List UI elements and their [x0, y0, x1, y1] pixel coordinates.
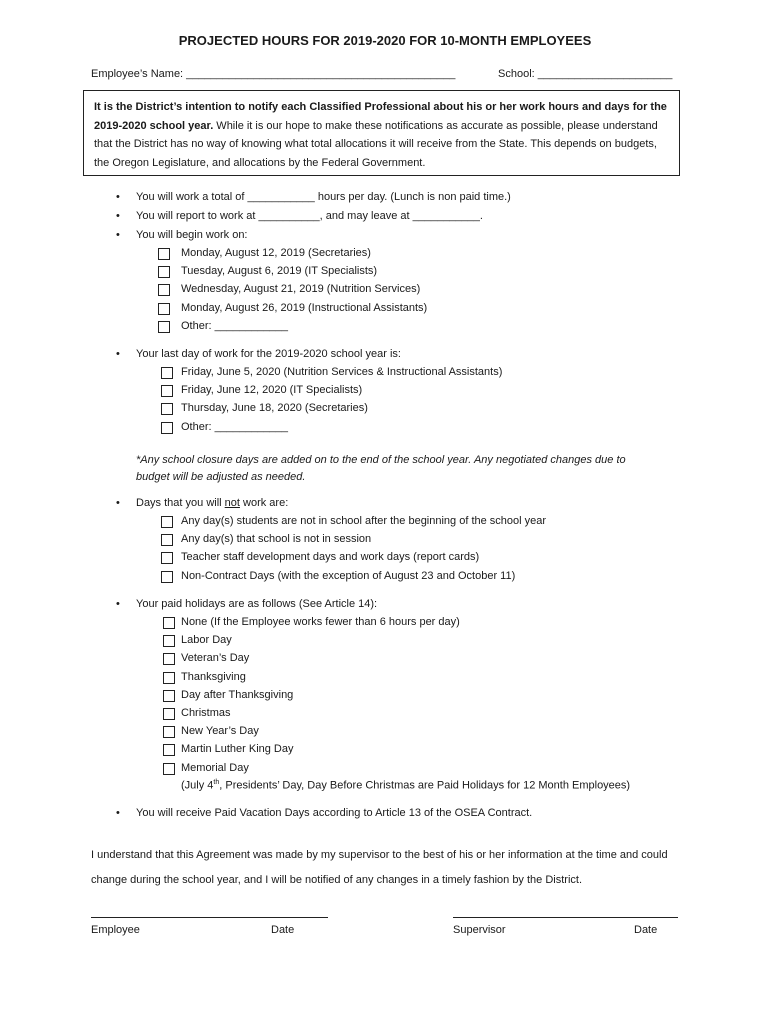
supervisor-date-label: Date — [634, 924, 658, 936]
page-title: PROJECTED HOURS FOR 2019-2020 FOR 10-MONTH EMPLOYEES — [178, 33, 592, 48]
begin-option-label: Monday, August 26, 2019 (Instructional Assistants) — [181, 301, 428, 314]
holiday-option-label: Martin Luther King Day — [181, 743, 294, 756]
holiday-option-label: New Year’s Day — [181, 725, 259, 738]
holiday-option-checkbox[interactable] — [163, 744, 175, 756]
begin-work-heading: You will begin work on: — [136, 229, 248, 241]
vacation-line: You will receive Paid Vacation Days according to Article 13 of the OSEA Contract. — [136, 807, 533, 819]
holiday-option-label: Veteran’s Day — [181, 652, 250, 665]
notice-box — [83, 90, 680, 176]
last-day-option-label: Friday, June 12, 2020 (IT Specialists) — [181, 384, 363, 397]
holiday-option-checkbox[interactable] — [163, 672, 175, 684]
notice-bold-text: It is the District’s intention to notify each Classified Professional about his or her work hours and days for the 2019-2020 school year. — [94, 101, 667, 132]
holiday-footnote: (July 4th, Presidents’ Day, Day Before Christmas are Paid Holidays for 12 Month Employees) — [181, 779, 631, 792]
holiday-option-label: None (If the Employee works fewer than 6 hours per day) — [181, 616, 460, 628]
bullet-icon: • — [116, 210, 120, 222]
holiday-option-checkbox[interactable] — [163, 617, 175, 629]
not-work-option-label: Any day(s) students are not in school after the beginning of the school year — [181, 515, 547, 527]
holiday-option-label: Thanksgiving — [181, 670, 246, 683]
begin-option-label: Monday, August 12, 2019 (Secretaries) — [181, 247, 371, 259]
holiday-option-label: Day after Thanksgiving — [181, 688, 294, 701]
bullet-icon: • — [116, 348, 120, 360]
employee-date-label: Date — [271, 924, 295, 936]
begin-option-checkbox[interactable] — [158, 321, 170, 333]
not-work-option-checkbox[interactable] — [161, 516, 173, 528]
agreement-paragraph: I understand that this Agreement was made by my supervisor to the best of his or her information at the time and could change during the school year, and I will be notified of any changes in a timely fashion by the District. — [91, 849, 668, 886]
holiday-option-checkbox[interactable] — [163, 708, 175, 720]
report-time-line[interactable]: You will report to work at __________, and may leave at ___________. — [136, 210, 483, 222]
begin-option-checkbox[interactable] — [158, 303, 170, 315]
last-day-option-checkbox[interactable] — [161, 385, 173, 397]
last-day-option-checkbox[interactable] — [161, 422, 173, 434]
holiday-option-checkbox[interactable] — [163, 690, 175, 702]
begin-option-checkbox[interactable] — [158, 284, 170, 296]
holiday-option-label: Labor Day — [181, 634, 232, 647]
begin-option-checkbox[interactable] — [158, 248, 170, 260]
notice-text: While it is our hope to make these notifications as accurate as possible, please understand that the District has no way of knowing what total allocations it will receive from the State. This depends on budgets, the Oregon Legislature, and allocations by the Federal Government. — [94, 119, 658, 169]
not-work-option-checkbox[interactable] — [161, 552, 173, 564]
employee-name-field[interactable]: Employee’s Name: ____________________________________________ — [91, 68, 456, 80]
bullet-icon: • — [116, 807, 120, 819]
not-work-option-checkbox[interactable] — [161, 571, 173, 583]
holiday-option-checkbox[interactable] — [163, 763, 175, 775]
holiday-option-checkbox[interactable] — [163, 653, 175, 665]
not-work-option-label: Non-Contract Days (with the exception of August 23 and October 11) — [181, 569, 516, 582]
last-day-option-checkbox[interactable] — [161, 403, 173, 415]
closure-note: *Any school closure days are added on to the end of the school year. Any negotiated changes due to budget will be adjusted as needed. — [136, 454, 626, 483]
employee-signature-line[interactable] — [91, 917, 328, 918]
holiday-option-label: Christmas — [181, 707, 231, 719]
holiday-option-label: Memorial Day — [181, 761, 249, 774]
bullet-icon: • — [116, 598, 120, 610]
last-day-option-label: Other: ____________ — [181, 420, 289, 433]
bullet-icon: • — [116, 191, 120, 203]
begin-option-label: Tuesday, August 6, 2019 (IT Specialists) — [181, 265, 378, 278]
begin-option-label: Other: ____________ — [181, 319, 289, 332]
last-day-option-checkbox[interactable] — [161, 367, 173, 379]
employee-label: Employee — [91, 924, 140, 936]
holiday-option-checkbox[interactable] — [163, 635, 175, 647]
begin-option-checkbox[interactable] — [158, 266, 170, 278]
school-field[interactable]: School: ______________________ — [498, 68, 673, 80]
last-day-option-label: Thursday, June 18, 2020 (Secretaries) — [181, 402, 368, 415]
bullet-icon: • — [116, 497, 120, 509]
supervisor-label: Supervisor — [453, 924, 506, 936]
holiday-option-checkbox[interactable] — [163, 726, 175, 738]
last-day-heading: Your last day of work for the 2019-2020 school year is: — [136, 348, 401, 360]
supervisor-signature-line[interactable] — [453, 917, 678, 918]
begin-option-label: Wednesday, August 21, 2019 (Nutrition Services) — [181, 283, 421, 296]
last-day-option-label: Friday, June 5, 2020 (Nutrition Services & Instructional Assistants) — [181, 366, 503, 378]
not-work-option-checkbox[interactable] — [161, 534, 173, 546]
bullet-icon: • — [116, 229, 120, 241]
not-work-heading: Days that you will not work are: — [136, 497, 289, 509]
hours-per-day-line[interactable]: You will work a total of ___________ hours per day. (Lunch is non paid time.) — [136, 191, 511, 203]
not-work-option-label: Any day(s) that school is not in session — [181, 533, 372, 546]
holidays-heading: Your paid holidays are as follows (See Article 14): — [136, 598, 378, 610]
not-work-option-label: Teacher staff development days and work days (report cards) — [181, 551, 480, 564]
